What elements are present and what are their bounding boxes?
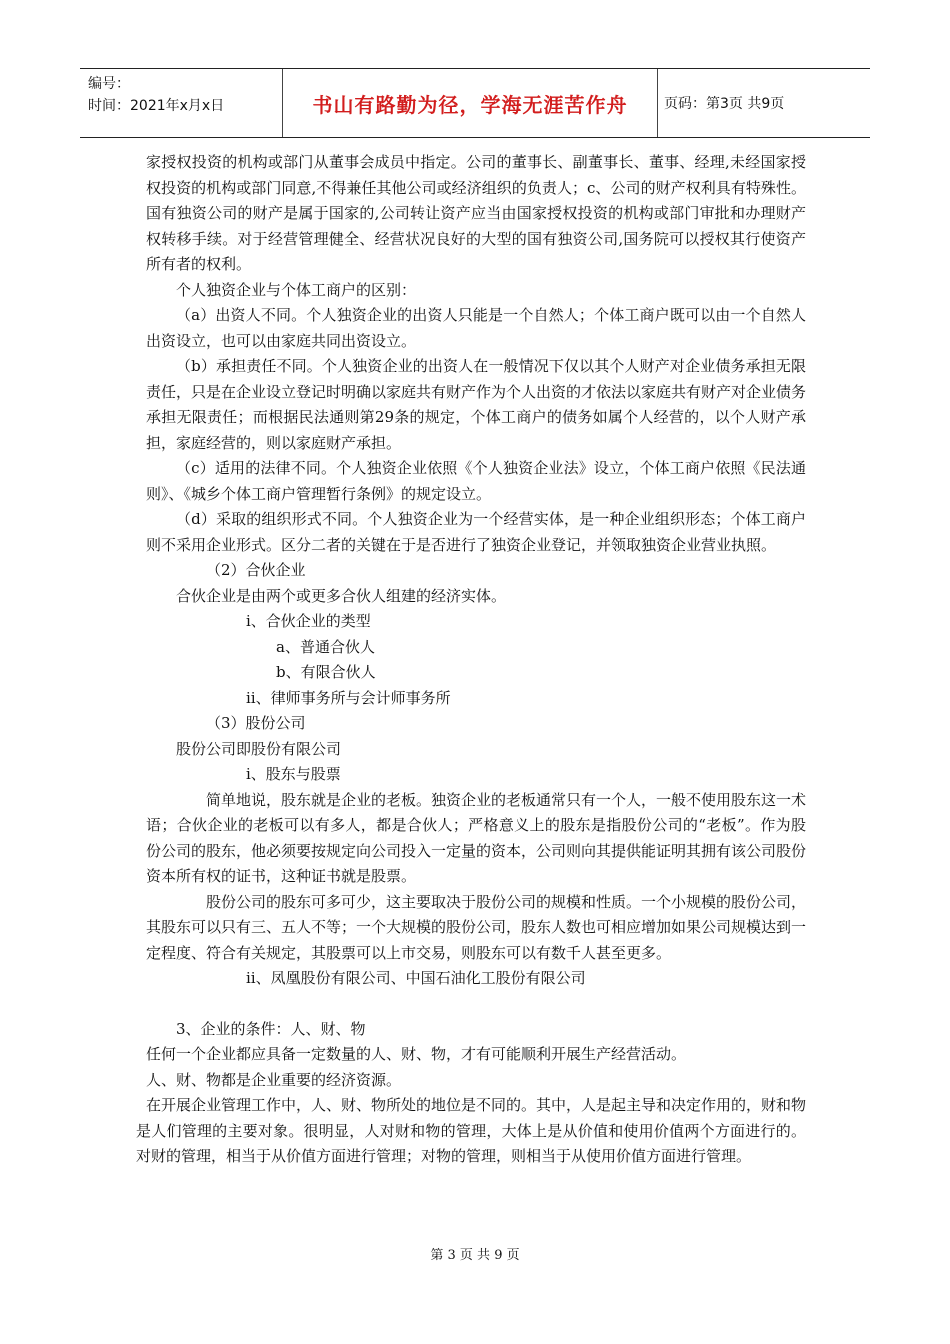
page-footer: 第 3 页 共 9 页 [430,1248,520,1263]
document-body [136,150,807,1170]
paragraph: 个人独资企业与个体工商户的区别： [176,280,417,299]
paragraph: 任何一个企业都应具备一定数量的人、财、物，才有可能顺利开展生产经营活动。 [146,1045,687,1063]
paragraph: 简单地说，股东就是企业的老板。独资企业的老板通常只有一个人，一般不使用股东这一术语；合伙企业的老板可以有多人，都是合伙人；严格意义上的股东是指股份公司的“老板”。作为股份公司的股东，他必须要按规定向公司投入一定量的资本，公司则向其提供能证明其拥有该公司股份资本所有权的证书，这种证书就是股票。 [146,790,807,885]
header-meta [80,69,283,137]
paragraph: ⅰ、股东与股票 [246,765,341,783]
paragraph: （a）出资人不同。个人独资企业的出资人只能是一个自然人；个体工商户既可以由一个自然人出资设立，也可以由家庭共同出资设立。 [146,306,806,350]
paragraph: 3、企业的条件：人、财、物 [176,1019,366,1038]
header-motto: 书山有路勤为径，学海无涯苦作舟 [283,69,658,137]
time-label: 时间：2021年x月x日 [88,98,225,114]
page-header [80,68,870,138]
paragraph: （d）采取的组织形式不同。个人独资企业为一个经营实体，是一种企业组织形态；个体工商户则不采用企业形式。区分二者的关键在于是否进行了独资企业登记，并领取独资企业营业执照。 [146,510,806,554]
paragraph: 在开展企业管理工作中，人、财、物所处的地位是不同的。其中，人是起主导和决定作用的，财和物是人们管理的主要对象。很明显，人对财和物的管理，大体上是从价值和使用价值两个方面进行的。对财的管理，相当于从价值方面进行管理；对物的管理，则相当于从使用价值方面进行管理。 [136,1096,807,1165]
paragraph: 股份公司的股东可多可少，这主要取决于股份公司的规模和性质。一个小规模的股份公司，其股东可以只有三、五人不等；一个大规模的股份公司，股东人数也可相应增加如果公司规模达到一定程度、符合有关规定，其股票可以上市交易，则股东可以有数千人甚至更多。 [146,892,807,962]
number-label: 编号： [88,76,130,92]
paragraph: a、普通合伙人 [276,637,375,656]
paragraph: 家授权投资的机构或部门从董事会成员中指定。公司的董事长、副董事长、董事、经理,未经国家授权投资的机构或部门同意,不得兼任其他公司或经济组织的负责人；c、公司的财产权利具有特殊性。国有独资公司的财产是属于国家的,公司转让资产应当由国家授权投资的机构或部门审批和办理财产权转移手续。对于经营管理健全、经营状况良好的大型的国有独资公司,国务院可以授权其行使资产所有者的权利。 [146,153,806,273]
paragraph: （c）适用的法律不同。个人独资企业依照《个人独资企业法》设立，个体工商户依照《民法通则》、《城乡个体工商户管理暂行条例》的规定设立。 [146,459,806,503]
paragraph: ⅰ、合伙企业的类型 [246,612,371,630]
paragraph: 合伙企业是由两个或更多合伙人组建的经济实体。 [176,586,507,605]
paragraph: b、有限合伙人 [276,663,376,681]
paragraph: 股份公司即股份有限公司 [176,739,342,758]
header-page-info: 页码：第3页 共9页 [664,96,785,112]
paragraph: （2）合伙企业 [206,561,306,579]
paragraph-gap [146,992,806,1017]
paragraph: ⅱ、律师事务所与会计师事务所 [246,688,451,707]
paragraph: （3）股份公司 [206,714,306,732]
paragraph: ⅱ、凤凰股份有限公司、中国石油化工股份有限公司 [246,969,586,987]
paragraph: 人、财、物都是企业重要的经济资源。 [146,1070,402,1089]
paragraph: （b）承担责任不同。个人独资企业的出资人在一般情况下仅以其个人财产对企业债务承担无限责任，只是在企业设立登记时明确以家庭共有财产作为个人出资的才依法以家庭共有财产对企业债务承担无限责任；而根据民法通则第29条的规定，个体工商户的债务如属个人经营的，以个人财产承担，家庭经营的，则以家庭财产承担。 [146,357,807,452]
